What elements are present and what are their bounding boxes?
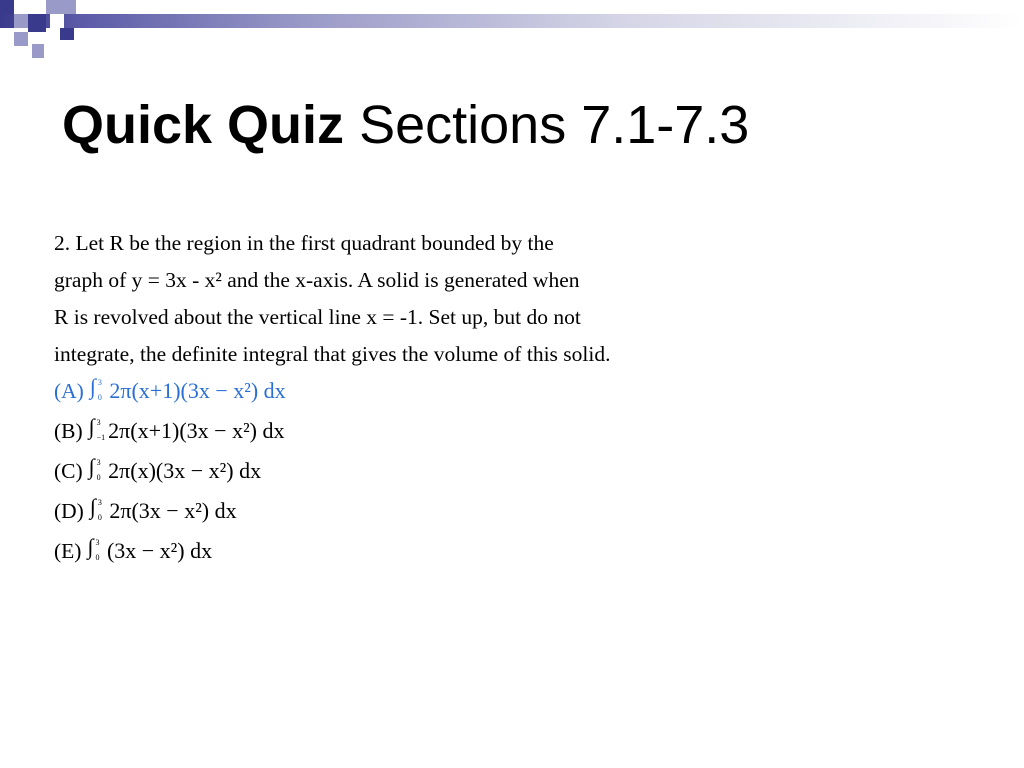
lower-limit: 0 — [95, 553, 100, 562]
choice-label: (B) — [54, 419, 83, 443]
title-rest: Sections 7.1-7.3 — [359, 95, 750, 155]
decorative-square — [32, 44, 44, 58]
choice-label: (D) — [54, 499, 84, 523]
problem-statement — [54, 229, 954, 577]
problem-line: 2. Let R be the region in the first quadrant bounded by the — [54, 231, 554, 255]
lower-limit: −1 — [96, 433, 106, 442]
integral-icon: ∫ 3 0 — [88, 454, 101, 482]
choice-label: (C) — [54, 459, 83, 483]
problem-line: R is revolved about the vertical line x = -1. Set up, but do not — [54, 305, 581, 329]
answer-choice — [54, 414, 954, 457]
upper-limit: 3 — [95, 538, 100, 547]
decorative-square — [28, 14, 46, 32]
integral-icon: ∫ 3 0 — [89, 494, 102, 522]
choice-expression: 2π(x)(3x − x²) dx — [102, 458, 262, 483]
decorative-square — [14, 32, 28, 46]
answer-choice — [54, 454, 954, 497]
integral-icon: ∫ 3 0 — [87, 534, 100, 562]
choice-expression: 2π(x+1)(3x − x²) dx — [103, 378, 286, 403]
choice-expression: 2π(x+1)(3x − x²) dx — [102, 418, 285, 443]
answer-choice — [54, 374, 954, 417]
problem-line: integrate, the definite integral that gives the volume of this solid. — [54, 342, 611, 366]
lower-limit: 0 — [97, 393, 102, 402]
lower-limit: 0 — [96, 473, 101, 482]
decorative-square — [46, 0, 60, 14]
integral-icon: ∫ 3 −1 — [88, 414, 106, 442]
header-band — [0, 14, 1024, 28]
choice-label: (E) — [54, 539, 82, 563]
upper-limit: 3 — [96, 458, 101, 467]
upper-limit: 3 — [97, 378, 102, 387]
upper-limit: 3 — [97, 498, 102, 507]
decorative-square — [60, 0, 76, 14]
choice-expression: 2π(3x − x²) dx — [103, 498, 237, 523]
integral-icon: ∫ 3 0 — [89, 374, 102, 402]
choice-expression: (3x − x²) dx — [101, 538, 213, 563]
upper-limit: 3 — [96, 418, 101, 427]
answer-choice — [54, 534, 954, 577]
page-title — [62, 95, 750, 155]
decorative-square — [0, 0, 14, 14]
lower-limit: 0 — [97, 513, 102, 522]
decorative-square — [60, 28, 74, 40]
answer-choices — [54, 374, 954, 577]
answer-choice — [54, 494, 954, 537]
decorative-square — [14, 14, 28, 28]
decorative-square — [50, 14, 64, 28]
choice-label: (A) — [54, 379, 84, 403]
problem-line: graph of y = 3x - x² and the x-axis. A solid is generated when — [54, 268, 580, 292]
title-bold: Quick Quiz — [62, 95, 345, 155]
